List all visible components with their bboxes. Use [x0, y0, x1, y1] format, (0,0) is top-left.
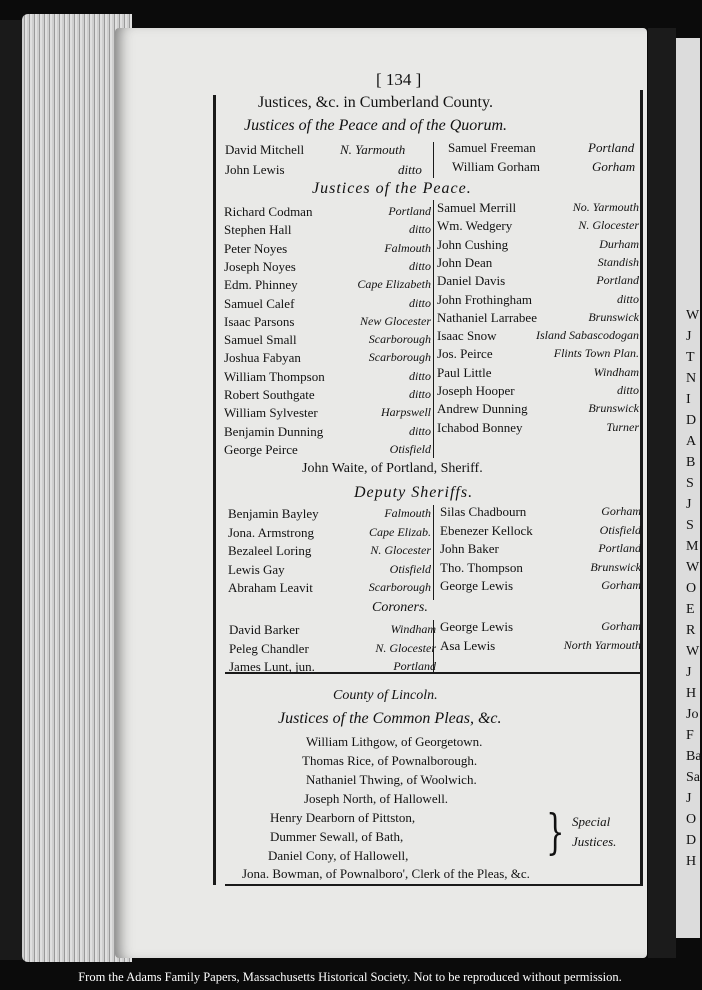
person-place: Portland [388, 204, 431, 218]
next-page-letter: E [686, 602, 695, 617]
justice-line: Nathaniel Thwing, of Woolwich. [306, 772, 477, 787]
person-place: Harpswell [380, 405, 431, 420]
next-page-letter: H [686, 686, 697, 701]
next-page-letter: H [686, 854, 697, 869]
person-name: Isaac Parsons [224, 313, 295, 329]
next-page-letter: B [686, 455, 696, 470]
next-page-letter: Ba [686, 749, 702, 764]
person-name: Joseph Noyes [224, 258, 296, 274]
person-place: Falmouth [384, 506, 431, 520]
person-place: Portland [596, 273, 639, 288]
person-place: Flints Town Plan. [553, 346, 639, 361]
person-place: Portland [598, 541, 641, 555]
footer-credit: From the Adams Family Papers, Massachusetts Historical Society. Not to be reproduced without permission. [78, 970, 622, 984]
next-page-letter: N [686, 371, 697, 386]
person-place: Scarborough [368, 350, 431, 365]
coroners-heading: Coroners. [372, 600, 428, 615]
person-name: Isaac Snow [437, 328, 497, 344]
person-place: Otisfield [389, 441, 431, 456]
next-page-letter: I [686, 392, 691, 407]
person-name: Joshua Fabyan [224, 350, 301, 366]
person-name: Ichabod Bonney [437, 419, 523, 435]
person-name: Bezaleel Loring [228, 543, 312, 558]
person-place: ditto [408, 387, 431, 401]
person-place: Falmouth [384, 240, 431, 255]
person-name: Richard Codman [224, 204, 313, 219]
person-name: Peter Noyes [224, 240, 288, 256]
person-place: Turner [606, 419, 639, 434]
justice-line: William Lithgow, of Georgetown. [306, 734, 483, 749]
person-place: Gorham [601, 504, 641, 518]
pleas-heading: Justices of the Common Pleas, &c. [278, 710, 502, 727]
column-divider [433, 142, 434, 178]
person-place: Otisfield [599, 522, 641, 537]
quorum-name: David Mitchell [225, 142, 305, 157]
person-place: ditto [408, 222, 431, 237]
person-place: Brunswick [590, 559, 641, 574]
page-number: [ 134 ] [376, 70, 422, 89]
person-place: N. Glocester [370, 543, 431, 557]
person-name: Jos. Peirce [437, 346, 493, 362]
person-name: Edm. Phinney [224, 277, 298, 293]
next-page-letter: Sa [686, 770, 700, 785]
cumberland-title: Justices, &c. in Cumberland County. [258, 94, 493, 111]
table-left-border [213, 95, 216, 885]
person-name: Robert Southgate [224, 387, 315, 402]
person-place: Windham [390, 622, 436, 636]
person-name: Silas Chadbourn [440, 504, 527, 519]
lincoln-title: County of Lincoln. [333, 688, 438, 703]
brace-glyph: } [546, 804, 565, 860]
quorum-name: Samuel Freeman [448, 140, 536, 155]
person-place: Otisfield [389, 561, 431, 576]
next-page-letter: J [686, 329, 692, 344]
person-name: Jona. Armstrong [228, 524, 314, 540]
person-name: Benjamin Dunning [224, 423, 324, 439]
quorum-place: Portland [588, 140, 635, 155]
person-place: Windham [593, 364, 639, 379]
table-bottom-border [225, 884, 643, 886]
quorum-name: John Lewis [225, 162, 285, 177]
next-page-letter: T [686, 350, 695, 365]
book-gutter [648, 28, 676, 958]
person-name: Paul Little [437, 364, 492, 380]
person-place: Cape Elizabeth [357, 277, 431, 292]
special-justice-line: Dummer Sewall, of Bath, [270, 829, 404, 844]
next-page-edge [676, 38, 700, 938]
next-page-letter: D [686, 833, 697, 848]
next-page-letter: R [686, 623, 696, 638]
next-page-letter: S [686, 476, 694, 491]
special-label: Justices. [572, 834, 617, 849]
next-page-letter: A [686, 434, 697, 449]
person-place: Durham [599, 236, 639, 251]
person-place: ditto [616, 383, 639, 397]
person-name: John Frothingham [437, 291, 532, 307]
person-place: Scarborough [368, 580, 431, 594]
person-place: N. Glocester [375, 640, 436, 655]
person-place: Gorham [601, 619, 641, 633]
sheriff-line: John Waite, of Portland, Sheriff. [302, 461, 483, 476]
person-name: Samuel Small [224, 332, 297, 348]
quorum-place: N. Yarmouth [340, 142, 406, 157]
special-label: Special [572, 814, 611, 829]
next-page-letter: W [686, 644, 700, 659]
next-page-letter: S [686, 518, 694, 533]
person-name: George Peirce [224, 441, 298, 457]
person-name: Lewis Gay [228, 561, 285, 577]
person-name: John Cushing [437, 236, 509, 252]
person-name: William Thompson [224, 368, 325, 384]
person-name: Joseph Hooper [437, 383, 515, 398]
person-place: Gorham [601, 578, 641, 592]
person-name: Stephen Hall [224, 222, 292, 238]
peace-heading: Justices of the Peace. [312, 180, 472, 197]
person-name: John Baker [440, 541, 499, 556]
person-name: Nathaniel Larrabee [437, 309, 537, 325]
person-place: N. Glocester [578, 218, 639, 233]
quorum-name: William Gorham [452, 159, 540, 174]
person-name: Samuel Merrill [437, 200, 517, 215]
person-name: George Lewis [440, 578, 514, 593]
next-page-letter: W [686, 560, 700, 575]
next-page-letter: O [686, 581, 697, 596]
person-place: ditto [408, 368, 431, 383]
table-right-border [640, 90, 643, 885]
person-place: Cape Elizab. [369, 524, 431, 539]
quorum-place: Gorham [592, 159, 636, 174]
person-place: Portland [393, 659, 436, 673]
person-place: Standish [597, 254, 639, 269]
person-name: George Lewis [440, 619, 514, 634]
person-place: ditto [408, 295, 431, 310]
person-name: Wm. Wedgery [437, 218, 513, 234]
justice-line: Thomas Rice, of Pownalborough. [302, 753, 478, 768]
person-place: ditto [408, 258, 431, 273]
person-name: David Barker [229, 622, 300, 637]
next-page-letter: J [686, 791, 692, 806]
column-divider [433, 505, 434, 600]
person-place: Brunswick [588, 401, 639, 416]
person-name: William Sylvester [224, 405, 318, 421]
special-justice-line: Henry Dearborn of Pittston, [270, 810, 416, 825]
person-name: Ebenezer Kellock [440, 522, 533, 538]
next-page-letter: W [686, 308, 700, 323]
person-name: John Dean [437, 254, 493, 270]
person-place: Scarborough [368, 332, 431, 347]
person-name: Andrew Dunning [437, 401, 528, 417]
person-name: Asa Lewis [440, 637, 496, 653]
column-divider [433, 200, 434, 458]
person-name: James Lunt, jun. [229, 659, 315, 674]
next-page-letter: Jo [686, 707, 699, 722]
person-name: Samuel Calef [224, 295, 295, 311]
person-place: No. Yarmouth [572, 200, 639, 214]
person-name: Peleg Chandler [229, 640, 309, 656]
next-page-letter: J [686, 497, 692, 512]
next-page-letter: M [686, 539, 699, 554]
person-place: Island Sabascodogan [536, 328, 639, 343]
deputy-heading: Deputy Sheriffs. [354, 484, 474, 501]
person-name: Abraham Leavit [228, 580, 313, 595]
next-page-letter: O [686, 812, 697, 827]
person-place: ditto [616, 291, 639, 306]
person-place: ditto [408, 423, 431, 438]
special-justice-line: Daniel Cony, of Hallowell, [268, 848, 409, 863]
person-name: Daniel Davis [437, 273, 506, 289]
person-place: North Yarmouth [563, 637, 641, 652]
clerk-line: Jona. Bowman, of Pownalboro', Clerk of the Pleas, &c. [242, 866, 530, 881]
justice-line: Joseph North, of Hallowell. [304, 791, 449, 806]
person-name: Benjamin Bayley [228, 506, 319, 521]
next-page-letter: J [686, 665, 692, 680]
person-name: Tho. Thompson [440, 559, 523, 575]
quorum-heading: Justices of the Peace and of the Quorum. [244, 117, 508, 134]
next-page-letter: D [686, 413, 697, 428]
quorum-place: ditto [398, 162, 422, 177]
person-place: New Glocester [360, 313, 431, 328]
next-page-letter: F [686, 728, 694, 743]
person-place: Brunswick [588, 309, 639, 324]
